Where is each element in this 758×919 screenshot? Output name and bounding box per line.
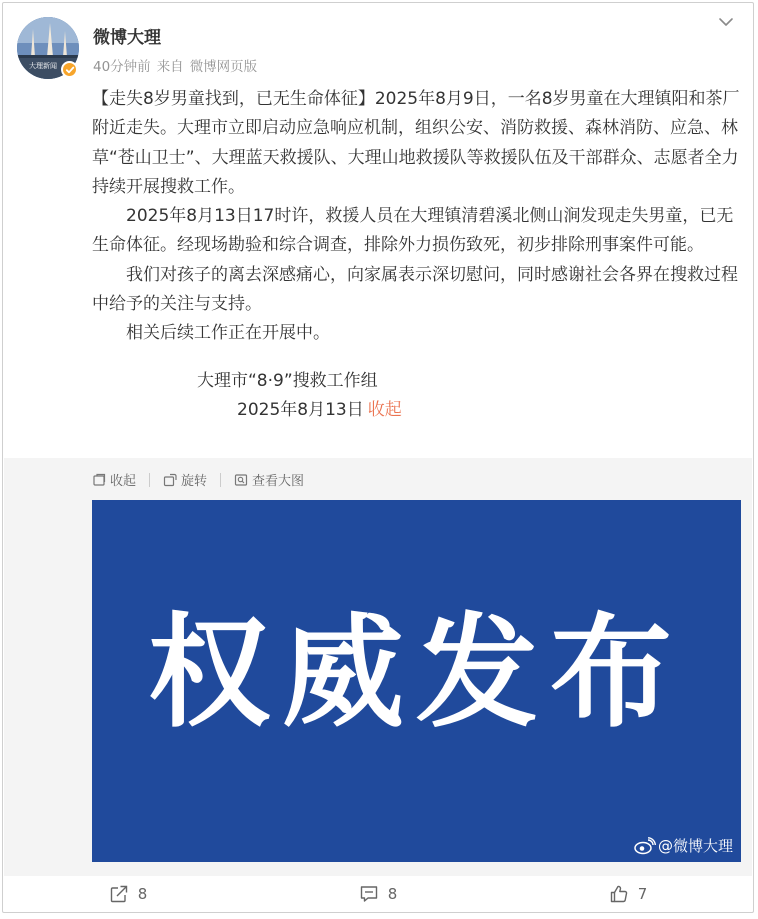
like-count: 7 xyxy=(637,885,648,903)
post-time[interactable]: 40分钟前 xyxy=(93,59,151,75)
post-paragraph: 我们对孩子的离去深感痛心，向家属表示深切慰问，同时感谢社会各界在搜救过程中给予的关注与支持。 xyxy=(92,264,738,315)
weibo-logo-icon xyxy=(634,837,656,855)
share-icon xyxy=(109,884,129,904)
weibo-post-card xyxy=(2,2,754,913)
magnify-icon xyxy=(234,473,248,487)
collapse-icon xyxy=(92,473,106,487)
post-source: 微博网页版 xyxy=(189,59,258,75)
source-prefix: 来自 xyxy=(156,59,184,75)
media-toolbar xyxy=(92,470,304,489)
view-large-image-label: 查看大图 xyxy=(252,474,305,489)
post-meta xyxy=(93,55,263,75)
like-button[interactable] xyxy=(503,884,753,904)
post-paragraph: 相关后续工作正在开展中。 xyxy=(126,323,330,344)
comment-icon xyxy=(359,884,379,904)
post-text xyxy=(92,85,744,425)
collapse-image-label: 收起 xyxy=(110,474,137,489)
rotate-image-button[interactable] xyxy=(163,470,207,489)
rotate-icon xyxy=(163,473,177,487)
image-watermark xyxy=(634,835,733,856)
post-paragraph: 【走失8岁男童找到，已无生命体征】2025年8月9日，一名8岁男童在大理镇阳和茶厂附近走失。大理市立即启动应急响应机制，组织公安、消防救援、森林消防、应急、林草“苍山卫士”、大理蓝天救援队、大理山地救援队等救援队伍及干部群众、志愿者全力持续开展搜救工作。 xyxy=(92,89,740,197)
verified-badge-icon xyxy=(61,61,78,78)
avatar-caption: 大理新闻 xyxy=(29,62,57,70)
watermark-text: @微博大理 xyxy=(657,837,733,855)
chevron-down-icon[interactable] xyxy=(717,13,735,31)
collapse-text-link[interactable]: 收起 xyxy=(367,399,402,420)
toolbar-divider xyxy=(220,473,221,487)
action-bar xyxy=(3,876,753,912)
media-panel xyxy=(4,458,752,876)
comment-button[interactable] xyxy=(253,884,503,904)
share-count: 8 xyxy=(137,885,148,903)
username[interactable]: 微博大理 xyxy=(93,28,161,48)
rotate-image-label: 旋转 xyxy=(181,474,208,489)
comment-count: 8 xyxy=(387,885,398,903)
thumbs-up-icon xyxy=(609,884,629,904)
collapse-image-button[interactable] xyxy=(92,470,136,489)
signature-date-line xyxy=(92,396,744,425)
toolbar-divider xyxy=(149,473,150,487)
signature: 大理市“8·9”搜救工作组 xyxy=(197,370,378,391)
signature-date: 2025年8月13日 xyxy=(237,399,364,420)
share-button[interactable] xyxy=(3,884,253,904)
post-image[interactable] xyxy=(92,500,741,862)
view-large-image-button[interactable] xyxy=(234,470,304,489)
image-headline: 权威发布 xyxy=(148,602,684,745)
post-paragraph: 2025年8月13日17时许，救援人员在大理镇清碧溪北侧山涧发现走失男童，已无生命体征。经现场勘验和综合调查，排除外力损伤致死，初步排除刑事案件可能。 xyxy=(92,206,734,256)
